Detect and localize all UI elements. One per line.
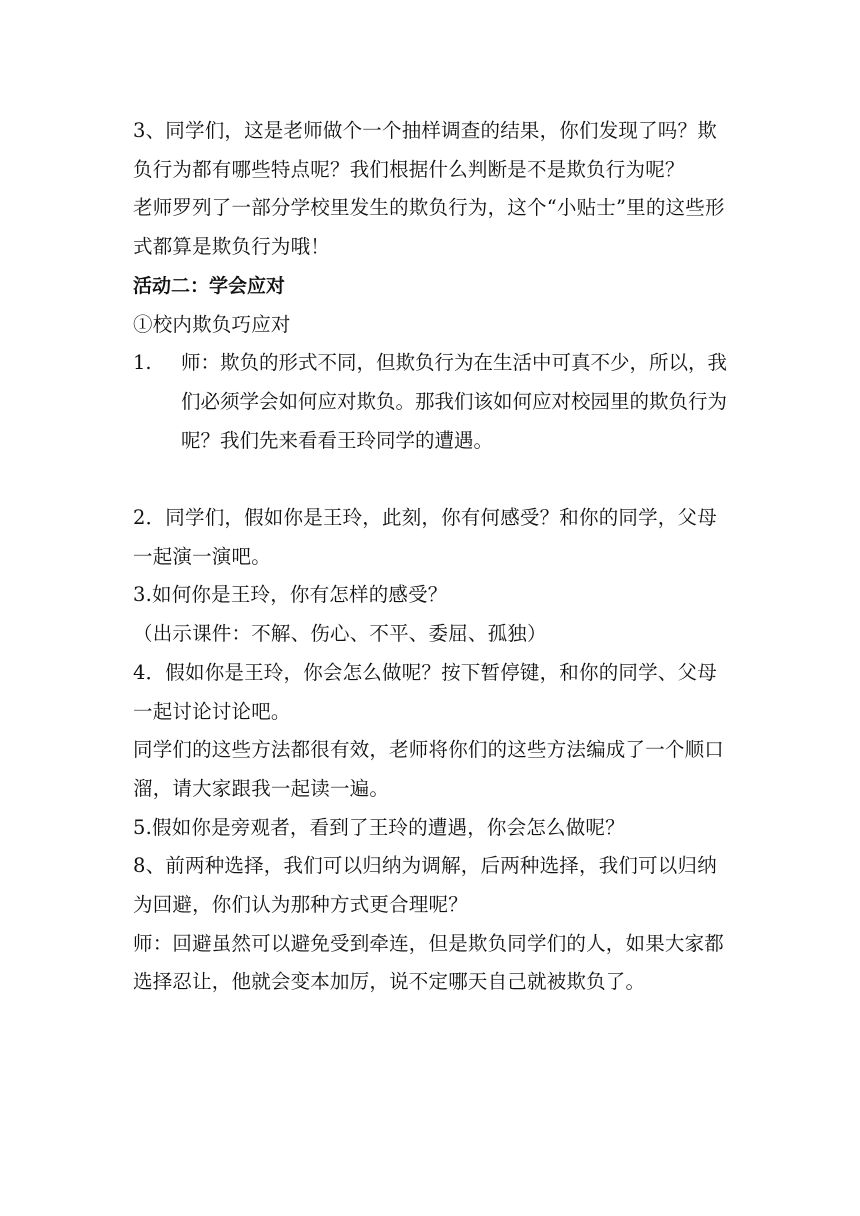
paragraph-courseware: （出示课件：不解、伤心、不平、委屈、孤独） [133, 622, 547, 646]
paragraph-item-2: 2．同学们，假如你是王玲，此刻，你有何感受？和你的同学，父母一起演一演吧。 [133, 506, 717, 568]
paragraph-item-8: 8、前两种选择，我们可以归纳为调解，后两种选择，我们可以归纳为回避，你们认为那种方式更合理呢？ [133, 854, 717, 917]
document-page [133, 112, 733, 1002]
paragraph-item-4: 4．假如你是王玲，你会怎么做呢？按下暂停键，和你的同学、父母一起讨论讨论吧。 [133, 660, 717, 723]
paragraph-item-3: 3.如何你是王玲，你有怎样的感受？ [133, 583, 448, 607]
paragraph-survey-question: 3、同学们，这是老师做个一个抽样调查的结果，你们发现了吗？欺负行为都有哪些特点呢？我们根据什么判断是不是欺负行为呢？ [133, 119, 717, 181]
section-heading-activity-two: 活动二：学会应对 [133, 274, 286, 297]
paragraph-item-5: 5.假如你是旁观者，看到了王玲的遭遇，你会怎么做呢？ [133, 815, 625, 839]
numbered-item-1 [133, 344, 733, 460]
blank-line [133, 460, 733, 499]
numbered-item-label: 1. [133, 351, 152, 375]
paragraph-teacher-listing: 老师罗列了一部分学校里发生的欺负行为，这个“小贴士”里的这些形式都算是欺负行为哦！ [133, 196, 725, 259]
subheading-campus-bullying: ①校内欺负巧应对 [133, 312, 291, 336]
paragraph-teacher-conclusion: 师：回避虽然可以避免受到牵连，但是欺负同学们的人，如果大家都选择忍让，他就会变本加厉，说不定哪天自己就被欺负了。 [133, 931, 725, 994]
numbered-item-text: 师：欺负的形式不同，但欺负行为在生活中可真不少，所以，我们必须学会如何应对欺负。那我们该如何应对校园里的欺负行为呢？我们先来看看王玲同学的遭遇。 [181, 351, 728, 452]
paragraph-methods: 同学们的这些方法都很有效，老师将你们的这些方法编成了一个顺口溜，请大家跟我一起读一遍。 [133, 738, 725, 800]
